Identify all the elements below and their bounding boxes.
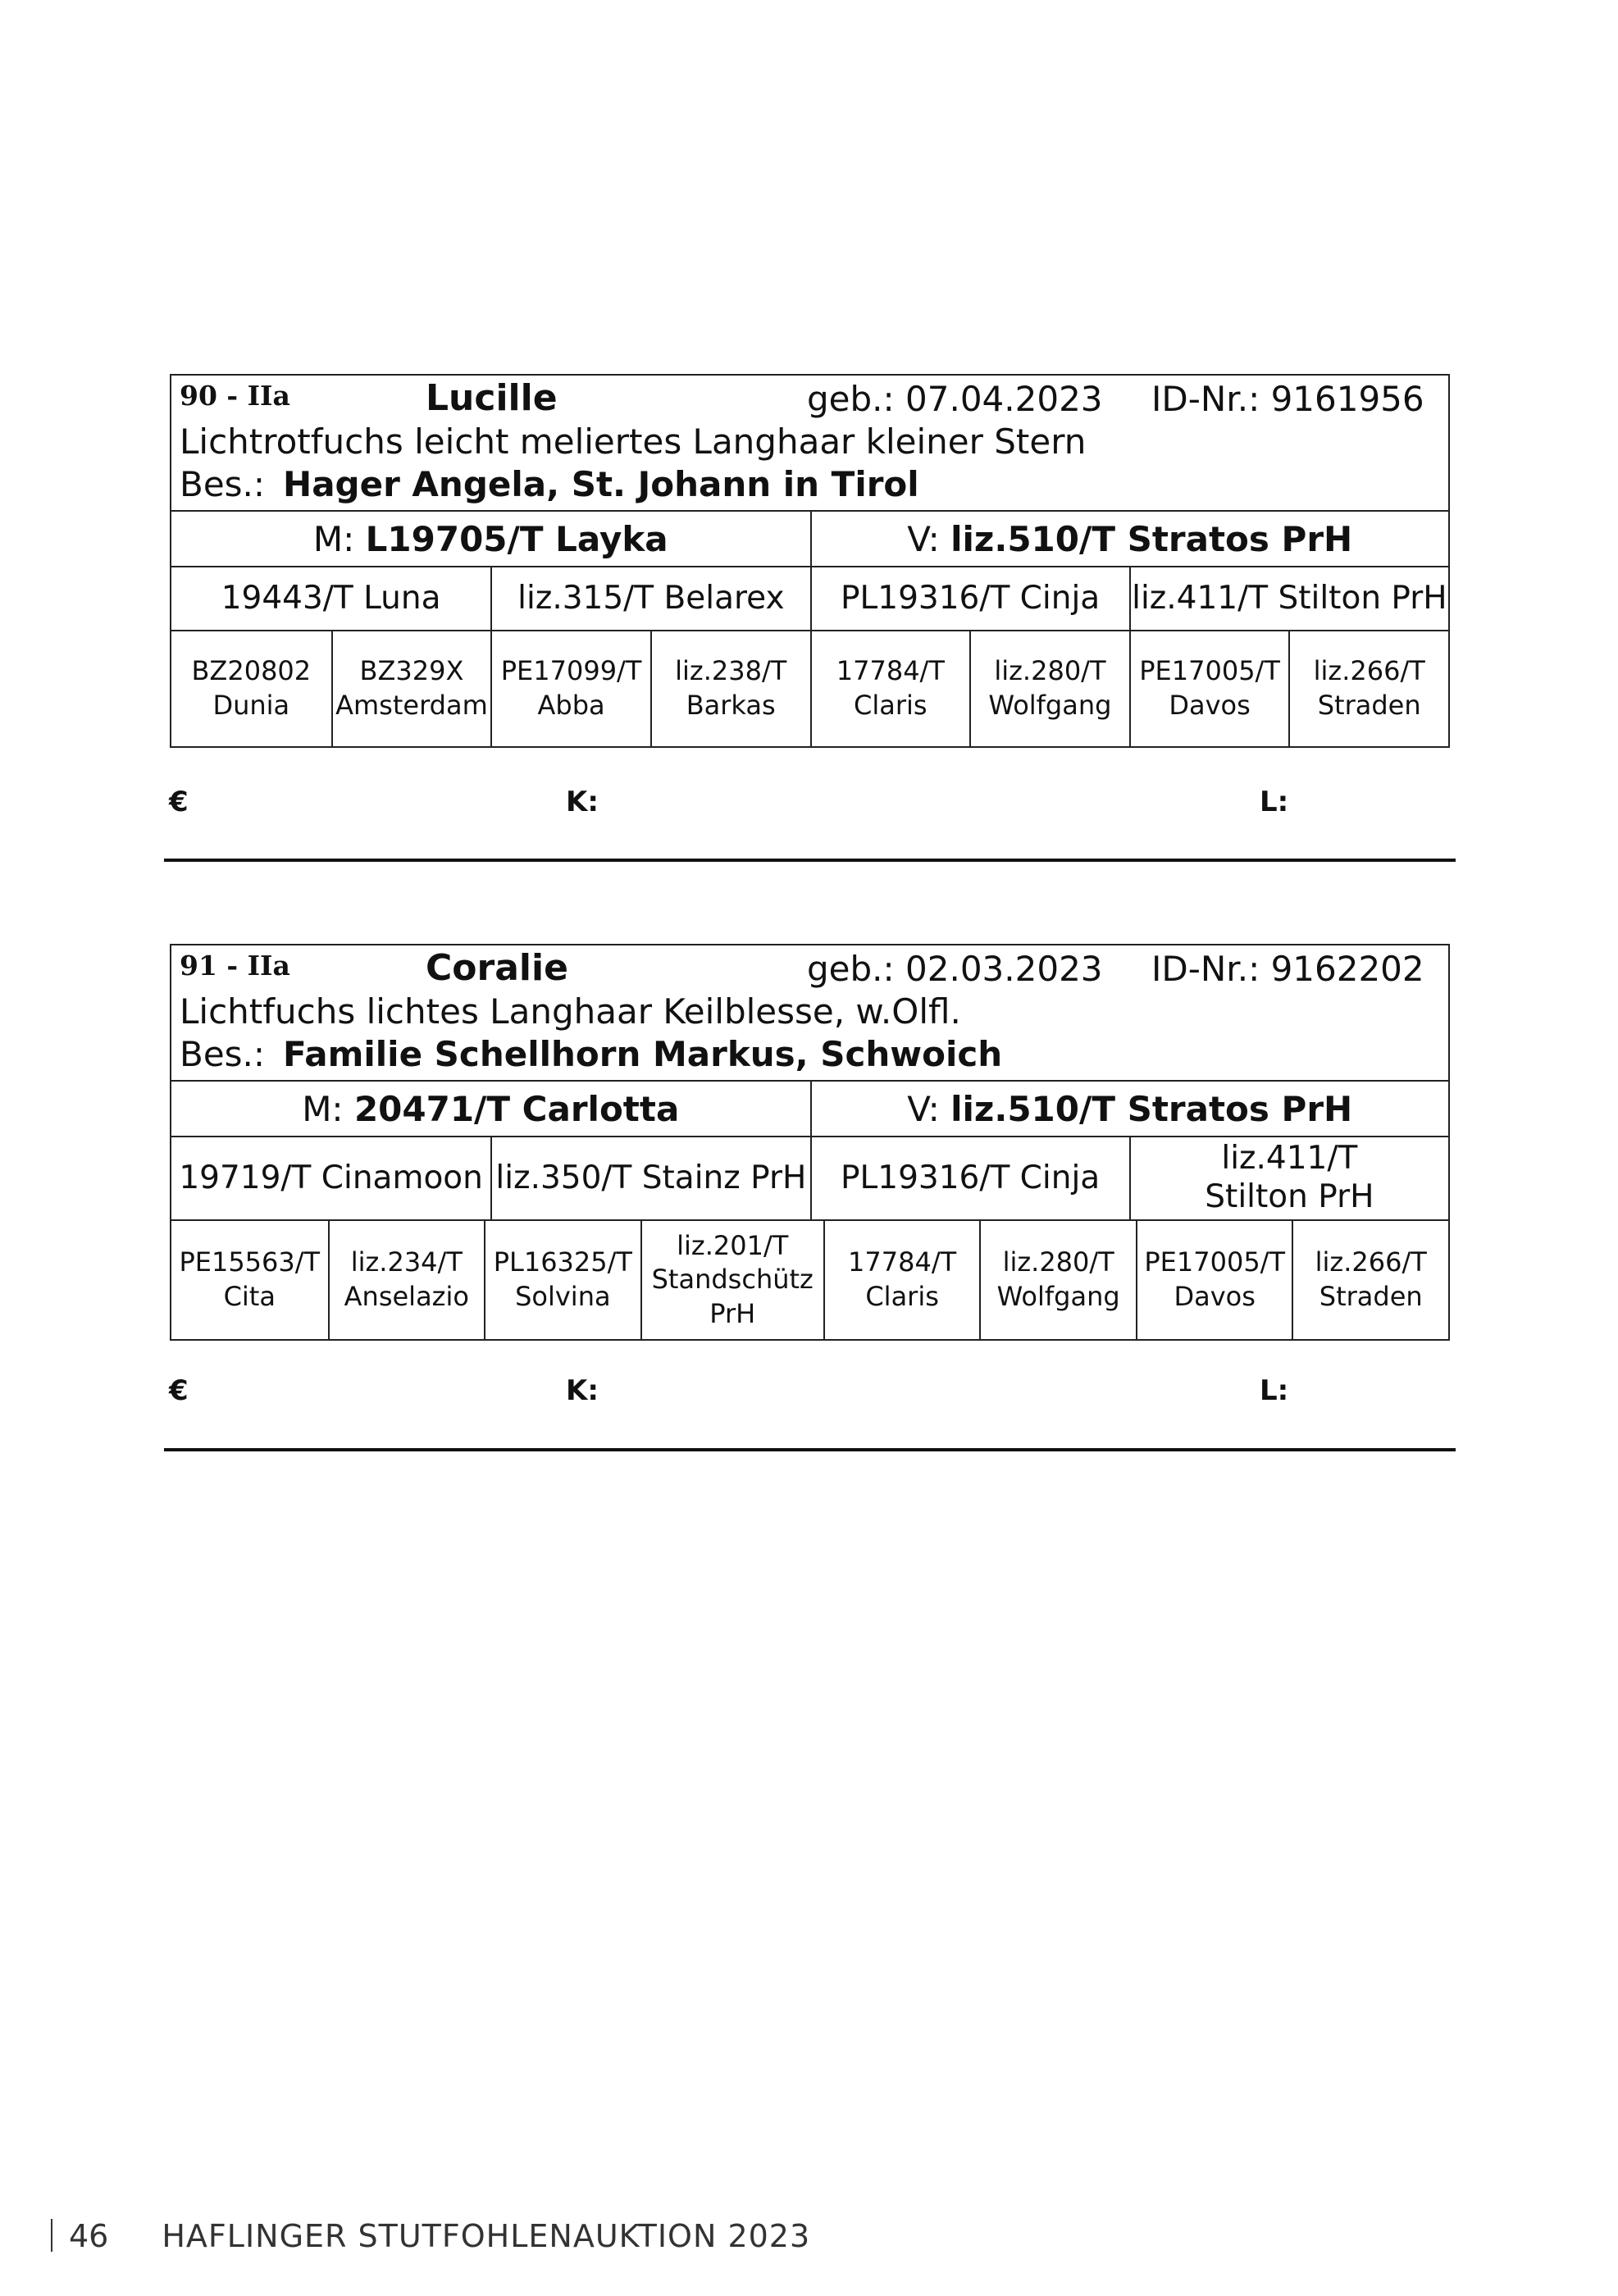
separator-rule <box>164 859 1456 862</box>
dam: M: L19705/T Layka <box>312 518 668 559</box>
great-grandparent: BZ329X Amsterdam <box>331 631 491 746</box>
great-grandparent: liz.266/T Straden <box>1292 1221 1448 1339</box>
great-grandparent: PE17005/T Davos <box>1129 631 1289 746</box>
great-grandparent: PE17099/T Abba <box>490 631 650 746</box>
great-grandparent: liz.280/T Wolfgang <box>969 631 1129 746</box>
parents-row <box>171 1082 1448 1137</box>
great-grandparent: liz.266/T Straden <box>1288 631 1448 746</box>
great-grandparent: 17784/T Claris <box>810 631 970 746</box>
great-grandparent: liz.201/T Standschütz PrH <box>640 1221 823 1339</box>
price-label: € <box>169 1374 189 1407</box>
great-grandparent: 17784/T Claris <box>823 1221 980 1339</box>
grandparent: PL19316/T Cinja <box>810 567 1129 630</box>
location-label: L: <box>1260 786 1289 818</box>
publication-title: HAFLINGER STUTFOHLENAUKTION 2023 <box>162 2218 811 2254</box>
grandparent: liz.315/T Belarex <box>490 567 809 630</box>
owner: Bes.: Familie Schellhorn Markus, Schwoich <box>180 1034 1003 1074</box>
horse-name: Lucille <box>426 377 558 419</box>
sire: V: liz.510/T Stratos PrH <box>810 512 1449 566</box>
lot-number: 90 - IIa <box>180 380 290 412</box>
lot-card-91 <box>170 944 1450 1341</box>
owner: Bes.: Hager Angela, St. Johann in Tirol <box>180 464 919 504</box>
page-footer <box>51 2218 810 2254</box>
horse-name: Coralie <box>426 947 568 989</box>
horse-description: Lichtrotfuchs leicht meliertes Langhaar kleiner Stern <box>180 421 1087 462</box>
grandparents-row <box>171 567 1448 631</box>
birth-date: geb.: 02.03.2023 <box>807 949 1103 989</box>
grandparent: 19443/T Luna <box>221 579 441 617</box>
great-grandparents-row <box>171 1221 1448 1339</box>
grandparent: liz.411/T Stilton PrH <box>1129 567 1448 630</box>
grandparent: liz.350/T Stainz PrH <box>490 1137 809 1219</box>
great-grandparent: PL16325/T Solvina <box>484 1221 640 1339</box>
great-grandparent: PE17005/T Davos <box>1136 1221 1292 1339</box>
location-label: L: <box>1260 1374 1289 1407</box>
lot-header <box>171 376 1448 512</box>
great-grandparents-row <box>171 631 1448 746</box>
footer-divider <box>51 2219 52 2252</box>
horse-description: Lichtfuchs lichtes Langhaar Keilblesse, w.Olfl. <box>180 991 961 1032</box>
lot-number: 91 - IIa <box>180 950 290 982</box>
grandparent: 19719/T Cinamoon <box>179 1159 483 1196</box>
buyer-label: K: <box>566 1374 599 1407</box>
lot-card-90 <box>170 374 1450 748</box>
lot-header <box>171 945 1448 1082</box>
grandparent: PL19316/T Cinja <box>810 1137 1129 1219</box>
grandparent: liz.411/T Stilton PrH <box>1129 1137 1448 1219</box>
dam: M: 20471/T Carlotta <box>302 1088 680 1129</box>
id-number: ID-Nr.: 9161956 <box>1151 379 1424 419</box>
grandparents-row <box>171 1137 1448 1221</box>
price-label: € <box>169 786 189 818</box>
great-grandparent: liz.238/T Barkas <box>650 631 810 746</box>
parents-row <box>171 512 1448 567</box>
buyer-label: K: <box>566 786 599 818</box>
separator-rule <box>164 1448 1456 1451</box>
great-grandparent: BZ20802 Dunia <box>191 655 312 721</box>
id-number: ID-Nr.: 9162202 <box>1151 949 1424 989</box>
page-number: 46 <box>69 2218 109 2254</box>
sire: V: liz.510/T Stratos PrH <box>810 1082 1449 1136</box>
great-grandparent: liz.280/T Wolfgang <box>979 1221 1136 1339</box>
great-grandparent: liz.234/T Anselazio <box>328 1221 485 1339</box>
birth-date: geb.: 07.04.2023 <box>807 379 1103 419</box>
great-grandparent: PE15563/T Cita <box>179 1246 321 1312</box>
